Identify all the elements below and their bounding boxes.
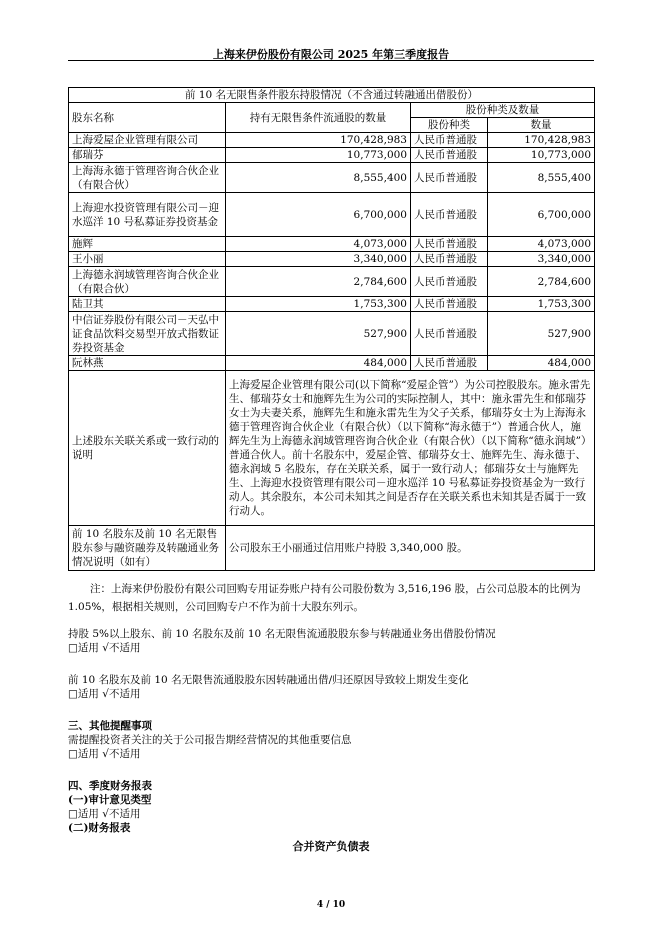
- related-parties-label: 上述股东关联关系或一致行动的说明: [69, 371, 226, 526]
- cell-name: 王小丽: [69, 252, 226, 267]
- cell-qty: 8,555,400: [226, 163, 411, 193]
- header-shareholder-name: 股东名称: [69, 103, 226, 133]
- cell-name: 阮林燕: [69, 356, 226, 371]
- cell-name: 上海德永润域管理咨询合伙企业（有限合伙）: [69, 267, 226, 297]
- cell-name: 陆卫其: [69, 297, 226, 312]
- cell-kind: 人民币普通股: [411, 356, 488, 371]
- cell-name: 中信证券股份有限公司－天弘中证食品饮料交易型开放式指数证券投资基金: [69, 312, 226, 356]
- cell-amount: 8,555,400: [488, 163, 595, 193]
- cell-kind: 人民币普通股: [411, 163, 488, 193]
- cell-qty: 527,900: [226, 312, 411, 356]
- cell-kind: 人民币普通股: [411, 237, 488, 252]
- lending-change-applicability: □适用 √不适用: [68, 688, 141, 700]
- header-share-kind: 股份种类: [411, 118, 488, 133]
- table-row: [69, 193, 595, 237]
- financial-statements-subheading: (二)财务报表: [68, 822, 131, 834]
- cell-qty: 1,753,300: [226, 297, 411, 312]
- header-unrestricted-qty: 持有无限售条件流通股的数量: [226, 103, 411, 133]
- header-divider: [68, 60, 594, 61]
- cell-kind: 人民币普通股: [411, 312, 488, 356]
- header-share-kind-group: 股份种类及数量: [411, 103, 595, 118]
- cell-name: 上海海永德于管理咨询合伙企业（有限合伙）: [69, 163, 226, 193]
- cell-amount: 3,340,000: [488, 252, 595, 267]
- financial-statements-heading: 四、季度财务报表: [68, 780, 152, 792]
- header-amount: 数量: [488, 118, 595, 133]
- cell-amount: 527,900: [488, 312, 595, 356]
- table-caption: 前 10 名无限售条件股东持股情况（不含通过转融通出借股份）: [69, 88, 595, 103]
- cell-name: 施辉: [69, 237, 226, 252]
- balance-sheet-title: 合并资产负债表: [292, 840, 370, 853]
- cell-kind: 人民币普通股: [411, 252, 488, 267]
- cell-name: 上海迎水投资管理有限公司－迎水巡洋 10 号私募证券投资基金: [69, 193, 226, 237]
- cell-kind: 人民币普通股: [411, 267, 488, 297]
- lending-change-title: 前 10 名股东及前 10 名无限售流通股股东因转融通出借/归还原因导致较上期发生变化: [68, 674, 469, 686]
- table-row: [69, 148, 595, 163]
- cell-qty: 3,340,000: [226, 252, 411, 267]
- cell-amount: 10,773,000: [488, 148, 595, 163]
- table-row: [69, 133, 595, 148]
- cell-qty: 484,000: [226, 356, 411, 371]
- cell-amount: 170,428,983: [488, 133, 595, 148]
- table-row: [69, 163, 595, 193]
- margin-trading-text: 公司股东王小丽通过信用账户持股 3,340,000 股。: [226, 526, 595, 571]
- cell-qty: 6,700,000: [226, 193, 411, 237]
- cell-kind: 人民币普通股: [411, 148, 488, 163]
- cell-amount: 484,000: [488, 356, 595, 371]
- cell-qty: 10,773,000: [226, 148, 411, 163]
- cell-qty: 2,784,600: [226, 267, 411, 297]
- cell-kind: 人民币普通股: [411, 193, 488, 237]
- audit-opinion-subheading: (一)审计意见类型: [68, 794, 152, 806]
- margin-trading-label: 前 10 名股东及前 10 名无限售股东参与融资融券及转融通业务情况说明（如有）: [69, 526, 226, 571]
- report-header: 上海来伊份股份有限公司 2025 年第三季度报告: [212, 48, 450, 61]
- cell-name: 上海爱屋企业管理有限公司: [69, 133, 226, 148]
- other-reminders-heading: 三、其他提醒事项: [68, 720, 152, 732]
- repurchase-note: 注：上海来伊份股份有限公司回购专用证券账户持有公司股份数为 3,516,196 股，占公司总股本的比例为 1.05%，根据相关规则，公司回购专户不作为前十大股东列示。: [68, 583, 581, 613]
- table-row: [69, 267, 595, 297]
- cell-name: 郁瑞芬: [69, 148, 226, 163]
- page-number: 4 / 10: [316, 900, 346, 910]
- related-parties-text: 上海爱屋企业管理有限公司(以下简称“爱屋企管”）为公司控股股东。施永雷先生、郁瑞芬女士和施辉先生为公司的实际控制人，其中：施永雷先生和郁瑞芬女士为夫妻关系，施辉先生和施永雷先生为父子关系，郁瑞芬女士为上海海永德于管理咨询合伙企业（有限合伙）（以下简称“海永德于”）普通合伙人，施辉先生为上海德永润域管理咨询合伙企业（有限合伙）（以下简称“德永润域”）普通合伙人。前十名股东中，爱屋企管、郁瑞芬女士、施辉先生、海永德于、德永润域 5 名股东，存在关联关系，属于一致行动人；郁瑞芬女士与施辉先生、上海迎水投资管理有限公司－迎水巡洋 10 号私募证券投资基金为一致行动人。其余股东，本公司未知其之间是否存在关联关系也未知其是否属于一致行动人。: [226, 371, 595, 526]
- table-row: [69, 312, 595, 356]
- cell-kind: 人民币普通股: [411, 297, 488, 312]
- table-row: [69, 252, 595, 267]
- other-reminders-text: 需提醒投资者关注的关于公司报告期经营情况的其他重要信息: [68, 734, 352, 746]
- cell-amount: 2,784,600: [488, 267, 595, 297]
- securities-lending-title: 持股 5%以上股东、前 10 名股东及前 10 名无限售流通股股东参与转融通业务出借股份情况: [68, 628, 496, 640]
- shareholders-table: [68, 87, 595, 571]
- table-row: [69, 356, 595, 371]
- cell-amount: 6,700,000: [488, 193, 595, 237]
- cell-qty: 170,428,983: [226, 133, 411, 148]
- cell-amount: 1,753,300: [488, 297, 595, 312]
- securities-lending-applicability: □适用 √不适用: [68, 642, 141, 654]
- other-reminders-applicability: □适用 √不适用: [68, 748, 141, 760]
- cell-kind: 人民币普通股: [411, 133, 488, 148]
- table-row: [69, 237, 595, 252]
- cell-amount: 4,073,000: [488, 237, 595, 252]
- table-row: [69, 297, 595, 312]
- audit-opinion-applicability: □适用 √不适用: [68, 808, 141, 820]
- cell-qty: 4,073,000: [226, 237, 411, 252]
